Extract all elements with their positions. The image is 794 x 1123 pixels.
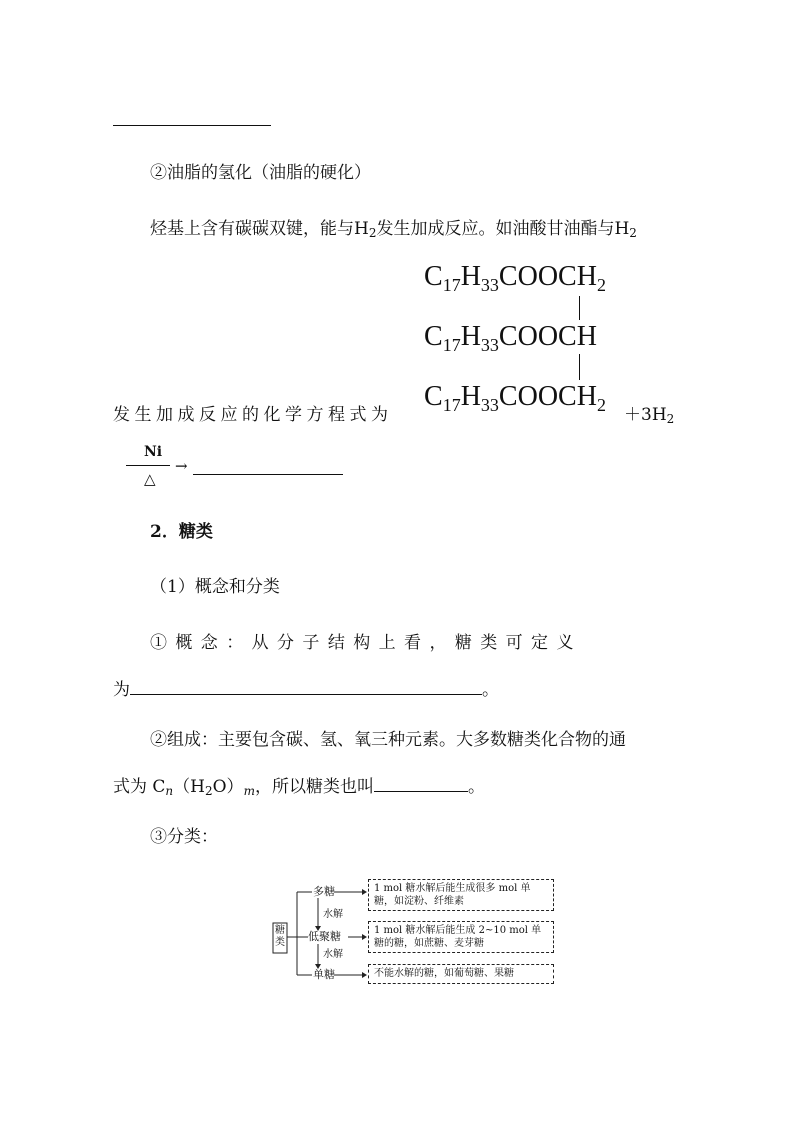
sugar-heading: 2．糖类	[150, 522, 213, 542]
formula-row-2	[424, 321, 597, 355]
composition-line-1: ②组成：主要包含碳、氢、氧三种元素。大多数糖类化合物的通	[150, 730, 626, 750]
desc-h2: H	[354, 219, 369, 239]
formula-h-sub: 33	[480, 275, 499, 295]
formula-c: C	[424, 321, 443, 352]
hydrogenation-description	[150, 219, 637, 239]
comp-c: 式为 C	[113, 777, 166, 797]
diagram-poly-label: 多糖	[313, 885, 335, 898]
formula-h: H	[460, 321, 481, 352]
formula-row-3	[424, 381, 606, 415]
diagram-box-poly: 1 mol 糖水解后能生成很多 mol 单糖，如淀粉、纤维素	[368, 879, 554, 911]
formula-group: COOCH	[498, 381, 597, 412]
composition-line-2	[113, 773, 485, 797]
desc-part1: 烃基上含有碳碳双键，能与	[150, 219, 354, 239]
formula-c: C	[424, 261, 443, 292]
formula-bond-2	[579, 354, 580, 380]
hydrogenation-title: ②油脂的氢化（油脂的硬化）	[150, 163, 371, 183]
formula-group-sub: 2	[596, 395, 606, 415]
top-answer-blank[interactable]	[113, 125, 271, 126]
formula-c-sub: 17	[442, 335, 461, 355]
sugar-subheading: （1）概念和分类	[150, 577, 280, 597]
concept-for: 为	[113, 680, 130, 700]
composition-answer-blank[interactable]	[374, 773, 468, 792]
formula-bond-1	[579, 296, 580, 320]
diagram-root-label: 糖类	[275, 925, 285, 948]
formula-h: H	[460, 381, 481, 412]
classification-label: ③分类：	[150, 827, 218, 847]
formula-c-sub: 17	[442, 275, 461, 295]
comp-m: m	[243, 784, 255, 798]
formula-h-sub: 33	[480, 395, 499, 415]
diagram-mono-label: 单糖	[313, 968, 335, 981]
plus-h2	[624, 405, 674, 425]
comp-h: （H	[173, 777, 205, 797]
concept-end: 。	[482, 680, 499, 700]
comp-end: 。	[467, 777, 485, 797]
diagram-box-mono: 不能水解的糖，如葡萄糖、果糖	[368, 964, 554, 984]
formula-c-sub: 17	[442, 395, 461, 415]
formula-group-sub: 2	[596, 275, 606, 295]
formula-group: COOCH	[498, 261, 597, 292]
desc-h2-sub: 2	[368, 226, 377, 240]
comp-o: O）	[212, 777, 244, 797]
concept-line-2	[113, 676, 499, 700]
formula-h: H	[460, 261, 481, 292]
concept-line: ① 概 念 ： 从 分 子 结 构 上 看 ， 糖 类 可 定 义	[150, 633, 574, 653]
equation-lead-text: 发生加成反应的化学方程式为	[113, 405, 393, 425]
comp-n: n	[165, 784, 174, 798]
comp-h-sub: 2	[204, 784, 213, 798]
formula-h-sub: 33	[480, 335, 499, 355]
reaction-arrow-line	[126, 465, 170, 466]
comp-text: ，所以糖类也叫	[254, 777, 374, 797]
desc-end-sub: 2	[629, 226, 637, 240]
equation-answer-blank[interactable]	[193, 474, 343, 475]
plus-h2-sub: 2	[666, 412, 675, 426]
desc-end-h: H	[614, 219, 630, 239]
diagram-hydrolysis-2: 水解	[323, 949, 343, 960]
concept-answer-blank[interactable]	[130, 676, 482, 695]
diagram-box-oligo: 1 mol 糖水解后能生成 2~10 mol 单糖的糖，如蔗糖、麦芽糖	[368, 921, 554, 953]
formula-c: C	[424, 381, 443, 412]
diagram-oligo-label: 低聚糖	[308, 930, 341, 943]
sugar-classification-diagram	[270, 878, 560, 988]
arrow-head: →	[175, 457, 188, 475]
catalyst-label: Ni	[144, 444, 163, 460]
desc-part2: 发生加成反应。如油酸甘油酯与	[376, 219, 615, 239]
formula-group: COOCH	[498, 321, 597, 352]
diagram-hydrolysis-1: 水解	[323, 909, 343, 920]
condition-label: △	[144, 470, 156, 488]
plus-h2-text: ＋3H	[624, 405, 667, 425]
formula-row-1	[424, 261, 606, 295]
